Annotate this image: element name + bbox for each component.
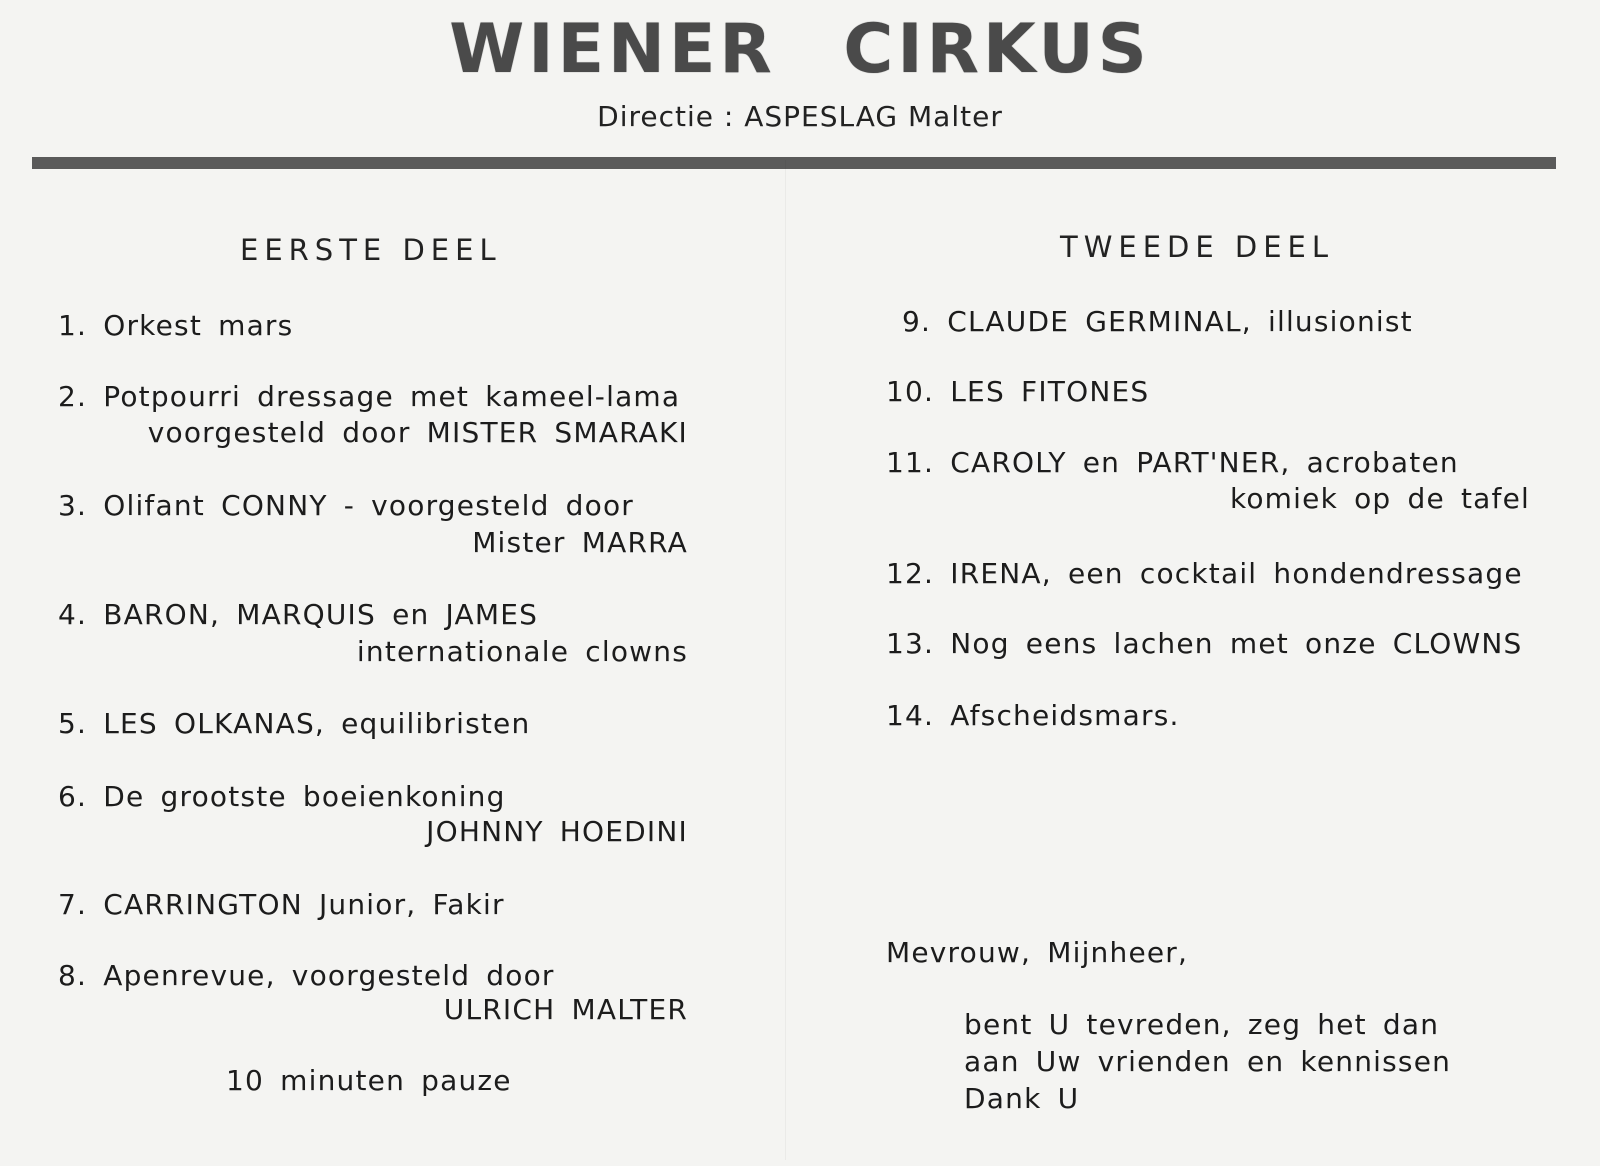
program-item-12 [886,555,1523,593]
fold-line [785,160,786,1160]
program-item-14 [886,697,1180,735]
item-number: 14. [886,699,935,732]
program-item-9 [902,303,1413,341]
item-text: CAROLY en PART'NER, acrobaten [950,446,1459,479]
program-item-4-cont: internationale clowns [356,635,688,668]
direction-line: Directie : ASPESLAG Malter [597,100,1003,133]
item-text: LES OLKANAS, equilibristen [103,707,531,740]
program-item-13 [886,625,1523,663]
item-text: CLAUDE GERMINAL, illusionist [947,305,1413,338]
item-text: CARRINGTON Junior, Fakir [103,888,505,921]
item-number: 12. [886,557,935,590]
item-text: Orkest mars [103,309,294,342]
program-item-3-cont: Mister MARRA [472,526,688,559]
item-number: 5. [58,707,88,740]
item-number: 7. [58,888,88,921]
item-number: 13. [886,627,935,660]
page-title: WIENER CIRKUS [449,10,1151,89]
item-number: 8. [58,959,88,992]
program-item-2 [58,378,680,416]
closing-line-2: aan Uw vrienden en kennissen [964,1045,1452,1078]
item-text: Potpourri dressage met kameel-lama [103,380,681,413]
program-item-11 [886,444,1459,482]
program-item-2-cont: voorgesteld door MISTER SMARAKI [147,416,688,449]
item-text: Apenrevue, voorgesteld door [103,959,555,992]
program-item-8 [58,957,555,995]
part2-heading: TWEEDE DEEL [1060,230,1335,264]
program-item-3 [58,487,634,525]
item-number: 10. [886,375,935,408]
program-item-4 [58,596,538,634]
item-text: LES FITONES [950,375,1150,408]
item-number: 3. [58,489,88,522]
program-item-10 [886,373,1149,411]
closing-line-1: bent U tevreden, zeg het dan [964,1008,1440,1041]
item-number: 11. [886,446,935,479]
item-text: De grootste boeienkoning [103,780,506,813]
item-number: 2. [58,380,88,413]
part1-heading: EERSTE DEEL [240,233,502,267]
closing-greeting: Mevrouw, Mijnheer, [886,936,1189,969]
item-text: Nog eens lachen met onze CLOWNS [950,627,1523,660]
item-number: 6. [58,780,88,813]
item-text: Afscheidsmars. [950,699,1180,732]
item-number: 4. [58,598,88,631]
program-item-11-cont: komiek op de tafel [1229,482,1530,515]
program-item-5 [58,705,530,743]
pause-note: 10 minuten pauze [226,1064,512,1097]
item-number: 9. [902,305,932,338]
header-divider [32,157,1556,169]
item-text: BARON, MARQUIS en JAMES [103,598,539,631]
program-item-6-cont: JOHNNY HOEDINI [426,815,688,848]
item-text: IRENA, een cocktail hondendressage [950,557,1523,590]
program-item-1 [58,307,293,345]
program-item-8-cont: ULRICH MALTER [443,993,688,1026]
closing-line-3: Dank U [964,1082,1080,1115]
item-text: Olifant CONNY - voorgesteld door [103,489,635,522]
item-number: 1. [58,309,88,342]
program-item-7 [58,886,505,924]
program-item-6 [58,778,506,816]
